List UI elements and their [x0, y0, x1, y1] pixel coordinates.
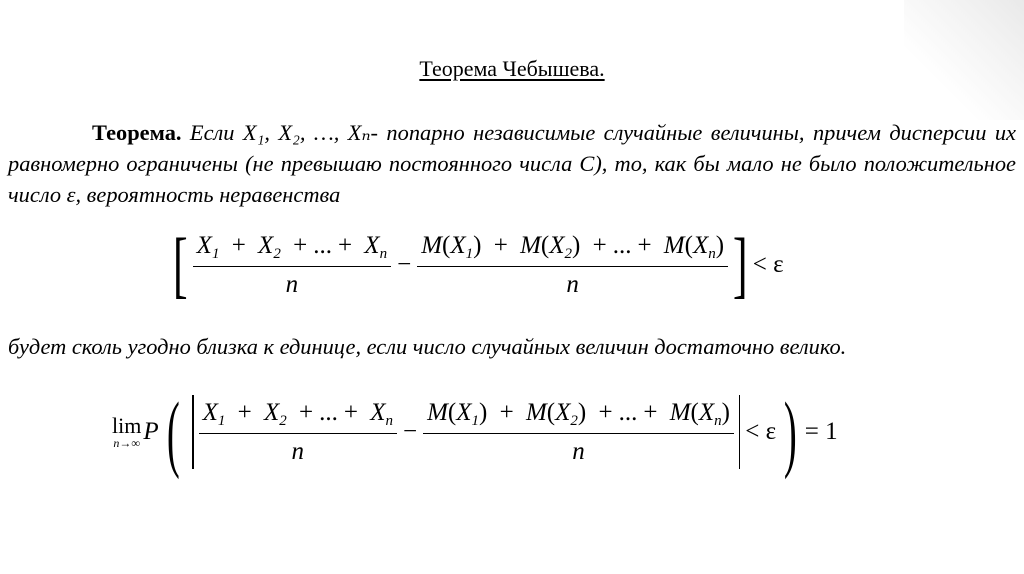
- left-bracket: [: [172, 224, 188, 306]
- right-bracket: ]: [732, 224, 748, 306]
- slide-title: Теорема Чебышева.: [419, 56, 605, 81]
- theorem-paragraph: [8, 117, 1016, 210]
- inequality-formula: [ $\frac{X_1 + X_2 + ... + X_n}{n}$ − $\frac{M(X_1) + M(X_2) + ... + M(X_n)}{n}$ ] < ε: [172, 224, 784, 306]
- conclusion-paragraph: будет сколь угодно близка к единице, если число случайных величин достаточно велико.: [8, 334, 847, 359]
- expectation-mean-fraction-2: $\frac{M(X_1) + M(X_2) + ... + M(X_n)}{n}$: [423, 399, 734, 466]
- right-paren: ): [784, 384, 797, 480]
- sample-mean-fraction-2: $\frac{X_1 + X_2 + ... + X_n}{n}$: [199, 399, 397, 466]
- expectation-mean-fraction: $\frac{M(X_1) + M(X_2) + ... + M(X_n)}{n}$: [417, 232, 728, 299]
- theorem-label: Теорема.: [92, 120, 182, 145]
- left-paren: (: [166, 384, 180, 480]
- limit-operator: lim n→∞: [112, 413, 142, 450]
- sample-mean-fraction: $\frac{X_1 + X_2 + ... + X_n}{n}$: [193, 232, 391, 299]
- limit-formula: lim n→∞ P ( $\frac{X_1 + X_2 + ... + X_n}{n}$ − $\frac{M(X_1) + M(X_2) + ... + M(X_n)}{n}$ < ε ) = 1: [112, 384, 838, 480]
- theorem-text: Если X₁, X₂, …, Xₙ- попарно независимые случайные величины, причем дисперсии их равномерно ограничены (не превышаю постоянного числа С), то, как бы мало не было положительное число ε, вероятность неравенства: [8, 120, 1016, 207]
- right-abs-bar: [739, 395, 740, 469]
- left-abs-bar: [192, 395, 193, 469]
